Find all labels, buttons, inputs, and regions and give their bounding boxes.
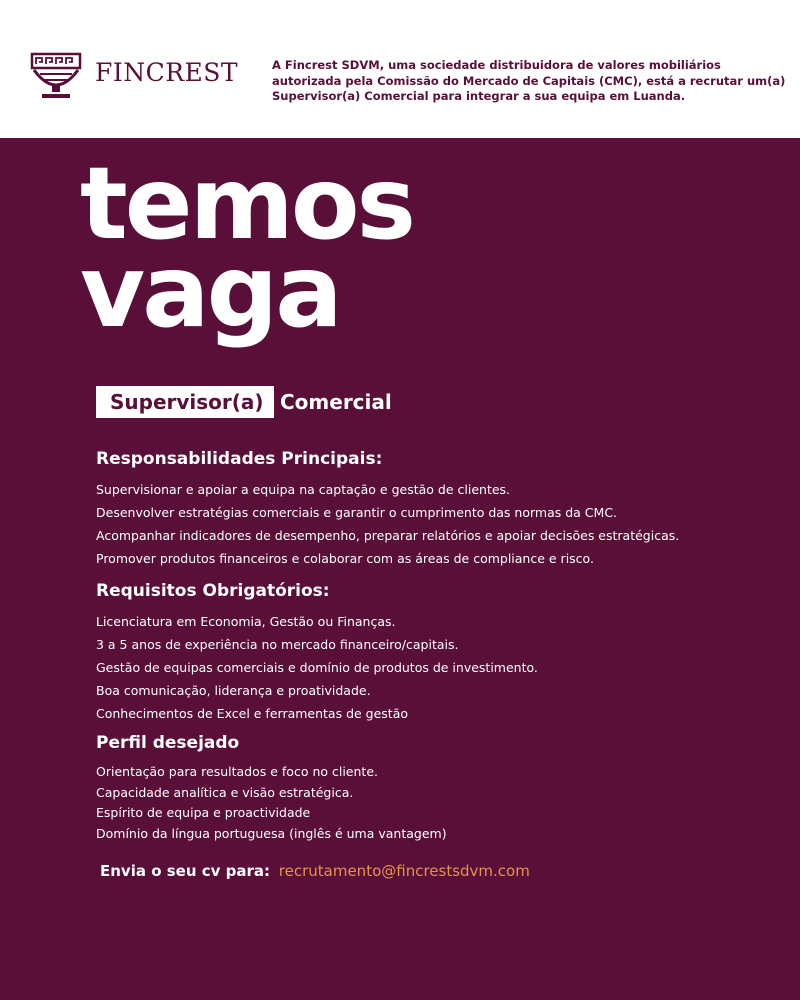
list-item: Acompanhar indicadores de desempenho, preparar relatórios e apoiar decisões estratégicas. xyxy=(96,528,680,543)
list-item: Gestão de equipas comerciais e domínio de produtos de investimento. xyxy=(96,660,538,675)
contact-email-link[interactable]: recrutamento@fincrestsdvm.com xyxy=(278,862,530,880)
intro-text: A Fincrest SDVM, uma sociedade distribuidora de valores mobiliários autorizada pela Comissão do Mercado de Capitais (CMC), está a recrutar um(a) Supervisor(a) Comercial para integrar a sua equipa em Luanda. xyxy=(272,58,786,103)
headline-line-1: temos xyxy=(80,145,414,262)
list-item: Conhecimentos de Excel e ferramentas de gestão xyxy=(96,706,409,721)
role-title-highlight: Supervisor(a) xyxy=(96,386,274,418)
headline xyxy=(80,145,414,350)
headline-line-2: vaga xyxy=(80,233,340,350)
contact-label: Envia o seu cv para: xyxy=(100,862,270,880)
requirements-title: Requisitos Obrigatórios: xyxy=(96,581,330,601)
profile-section xyxy=(96,732,786,844)
brand-name: FINCREST xyxy=(95,58,239,87)
list-item: Orientação para resultados e foco no cliente. xyxy=(96,764,378,779)
list-item: Promover produtos financeiros e colaborar com as áreas de compliance e risco. xyxy=(96,551,594,566)
header xyxy=(0,0,800,138)
list-item: Domínio da língua portuguesa (inglês é uma vantagem) xyxy=(96,825,447,841)
responsibilities-title: Responsabilidades Principais: xyxy=(96,449,383,469)
profile-title: Perfil desejado xyxy=(96,733,240,753)
list-item: 3 a 5 anos de experiência no mercado financeiro/capitais. xyxy=(96,637,459,652)
role-title-rest: Comercial xyxy=(280,390,392,414)
fincrest-logo-icon xyxy=(30,52,82,100)
list-item: Supervisionar e apoiar a equipa na captação e gestão de clientes. xyxy=(96,482,511,497)
list-item: Licenciatura em Economia, Gestão ou Finanças. xyxy=(96,614,396,629)
contact-line xyxy=(100,862,530,880)
list-item: Desenvolver estratégias comerciais e garantir o cumprimento das normas da CMC. xyxy=(96,505,618,520)
list-item: Espírito de equipa e proactividade xyxy=(96,805,311,820)
requirements-section xyxy=(96,580,786,725)
list-item: Capacidade analítica e visão estratégica. xyxy=(96,784,354,800)
responsibilities-section xyxy=(96,448,786,570)
list-item: Boa comunicação, liderança e proatividade. xyxy=(96,683,371,698)
